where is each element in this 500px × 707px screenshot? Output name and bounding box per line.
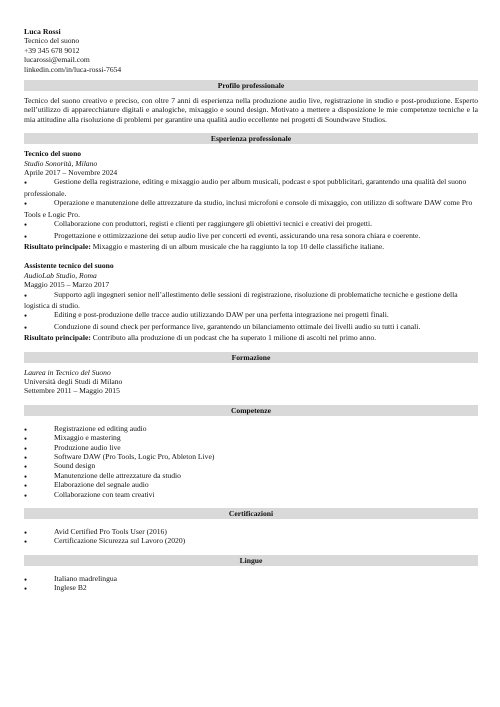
list-item: ●Operazione e manutenzione delle attrezzature da studio, inclusi microfoni e console di mixaggio, con utilizzo di software DAW come Pro Tools e Logic Pro. xyxy=(24,198,478,219)
job-entry-dates: Aprile 2017 – Novembre 2024 xyxy=(24,168,118,178)
email-address: lucarossi@email.com xyxy=(24,55,90,65)
list-item: ● Elaborazione del segnale audio xyxy=(24,480,478,489)
education-dates: Settembre 2011 – Maggio 2015 xyxy=(24,386,120,396)
section-header-experience: Esperienza professionale xyxy=(24,133,478,144)
skills-list xyxy=(24,424,478,499)
list-item: ● Manutenzione delle attrezzature da studio xyxy=(24,471,478,480)
bullet-icon xyxy=(24,177,54,188)
job-entry xyxy=(24,261,478,342)
bullet-icon xyxy=(24,490,32,501)
list-item: ●Editing e post-produzione delle tracce audio utilizzando DAW per una perfetta integrazione nei progetti finali. xyxy=(24,310,478,321)
education-entry xyxy=(24,368,478,396)
job-entry-company: AudioLab Studio, Roma xyxy=(24,270,97,280)
job-entry-title: Tecnico del suono xyxy=(24,149,82,159)
list-item: ●Conduzione di sound check per performance live, garantendo un bilanciamento ottimale dei livelli audio su tutti i canali. xyxy=(24,322,478,333)
list-item: ● Italiano madrelingua xyxy=(24,574,478,583)
bullet-icon xyxy=(24,219,54,230)
contact-block xyxy=(24,27,478,74)
list-item: ● Inglese B2 xyxy=(24,583,478,592)
education-degree: Laurea in Tecnico del Suono xyxy=(24,367,111,377)
section-header-certifications: Certificazioni xyxy=(24,508,478,519)
resume-content xyxy=(24,27,478,593)
job-entry-result: Risultato principale: Mixaggio e mastering di un album musicale che ha raggiunto la top 10 delle classifiche italiane. xyxy=(24,241,385,251)
phone-number: +39 345 678 9012 xyxy=(24,45,80,55)
list-item: ● Certificazione Sicurezza sul Lavoro (2020) xyxy=(24,536,478,545)
bullet-icon xyxy=(24,198,54,209)
list-item: ● Software DAW (Pro Tools, Logic Pro, Ableton Live) xyxy=(24,452,478,461)
list-item: ● Registrazione ed editing audio xyxy=(24,424,478,433)
list-item: ● Sound design xyxy=(24,461,478,470)
list-item: ●Collaborazione con produttori, registi e clienti per raggiungere gli obiettivi tecnici e creativi dei progetti. xyxy=(24,219,478,230)
education-school: Università degli Studi di Milano xyxy=(24,376,123,386)
list-item: ●Progettazione e ottimizzazione dei setup audio live per concerti ed eventi, assicurando una resa sonora chiara e coerente. xyxy=(24,231,478,242)
bullet-icon xyxy=(24,583,32,594)
bullet-icon xyxy=(24,290,54,301)
linkedin-url: linkedin.com/in/luca-rossi-7654 xyxy=(24,64,122,74)
job-entry-result: Risultato principale: Contributo alla produzione di un podcast che ha superato 1 milione di ascolti nel primo anno. xyxy=(24,333,377,343)
section-header-profile: Profilo professionale xyxy=(24,80,478,91)
list-item: ●Supporto agli ingegneri senior nell’allestimento delle sessioni di registrazione, risoluzione di problematiche tecniche e gestione della logistica di studio. xyxy=(24,290,478,311)
section-header-education: Formazione xyxy=(24,352,478,363)
profile-summary: Tecnico del suono creativo e preciso, con oltre 7 anni di esperienza nella produzione audio live, registrazione in studio e post-produzione. Esperto nell’utilizzo di apparecchiature digitali e analogiche, mixaggio e sound design. Motivato a mettere a disposizione le mie competenze tecniche e la mia attitudine alla risoluzione di problemi per garantire una qualità audio eccellente nei progetti di Soundwave Studios. xyxy=(24,96,478,124)
bullet-icon xyxy=(24,310,54,321)
job-entry-dates: Maggio 2015 – Marzo 2017 xyxy=(24,280,110,290)
certifications-list xyxy=(24,527,478,546)
job-title: Tecnico del suono xyxy=(24,36,80,46)
list-item: ● Collaborazione con team creativi xyxy=(24,490,478,499)
section-header-skills: Competenze xyxy=(24,405,478,416)
bullet-icon xyxy=(24,322,54,333)
job-entry-title: Assistente tecnico del suono xyxy=(24,261,114,271)
list-item: ● Mixaggio e mastering xyxy=(24,433,478,442)
list-item: ● Avid Certified Pro Tools User (2016) xyxy=(24,527,478,536)
section-header-languages: Lingue xyxy=(24,555,478,566)
list-item: ●Gestione della registrazione, editing e mixaggio audio per album musicali, podcast e spot pubblicitari, garantendo una qualità del suono professionale. xyxy=(24,177,478,198)
languages-list xyxy=(24,574,478,593)
job-entry-company: Studio Sonorità, Milano xyxy=(24,158,98,168)
bullet-icon xyxy=(24,536,32,547)
list-item: ● Produzione audio live xyxy=(24,443,478,452)
bullet-icon xyxy=(24,231,54,242)
candidate-name: Luca Rossi xyxy=(24,27,61,36)
job-entry xyxy=(24,149,478,251)
